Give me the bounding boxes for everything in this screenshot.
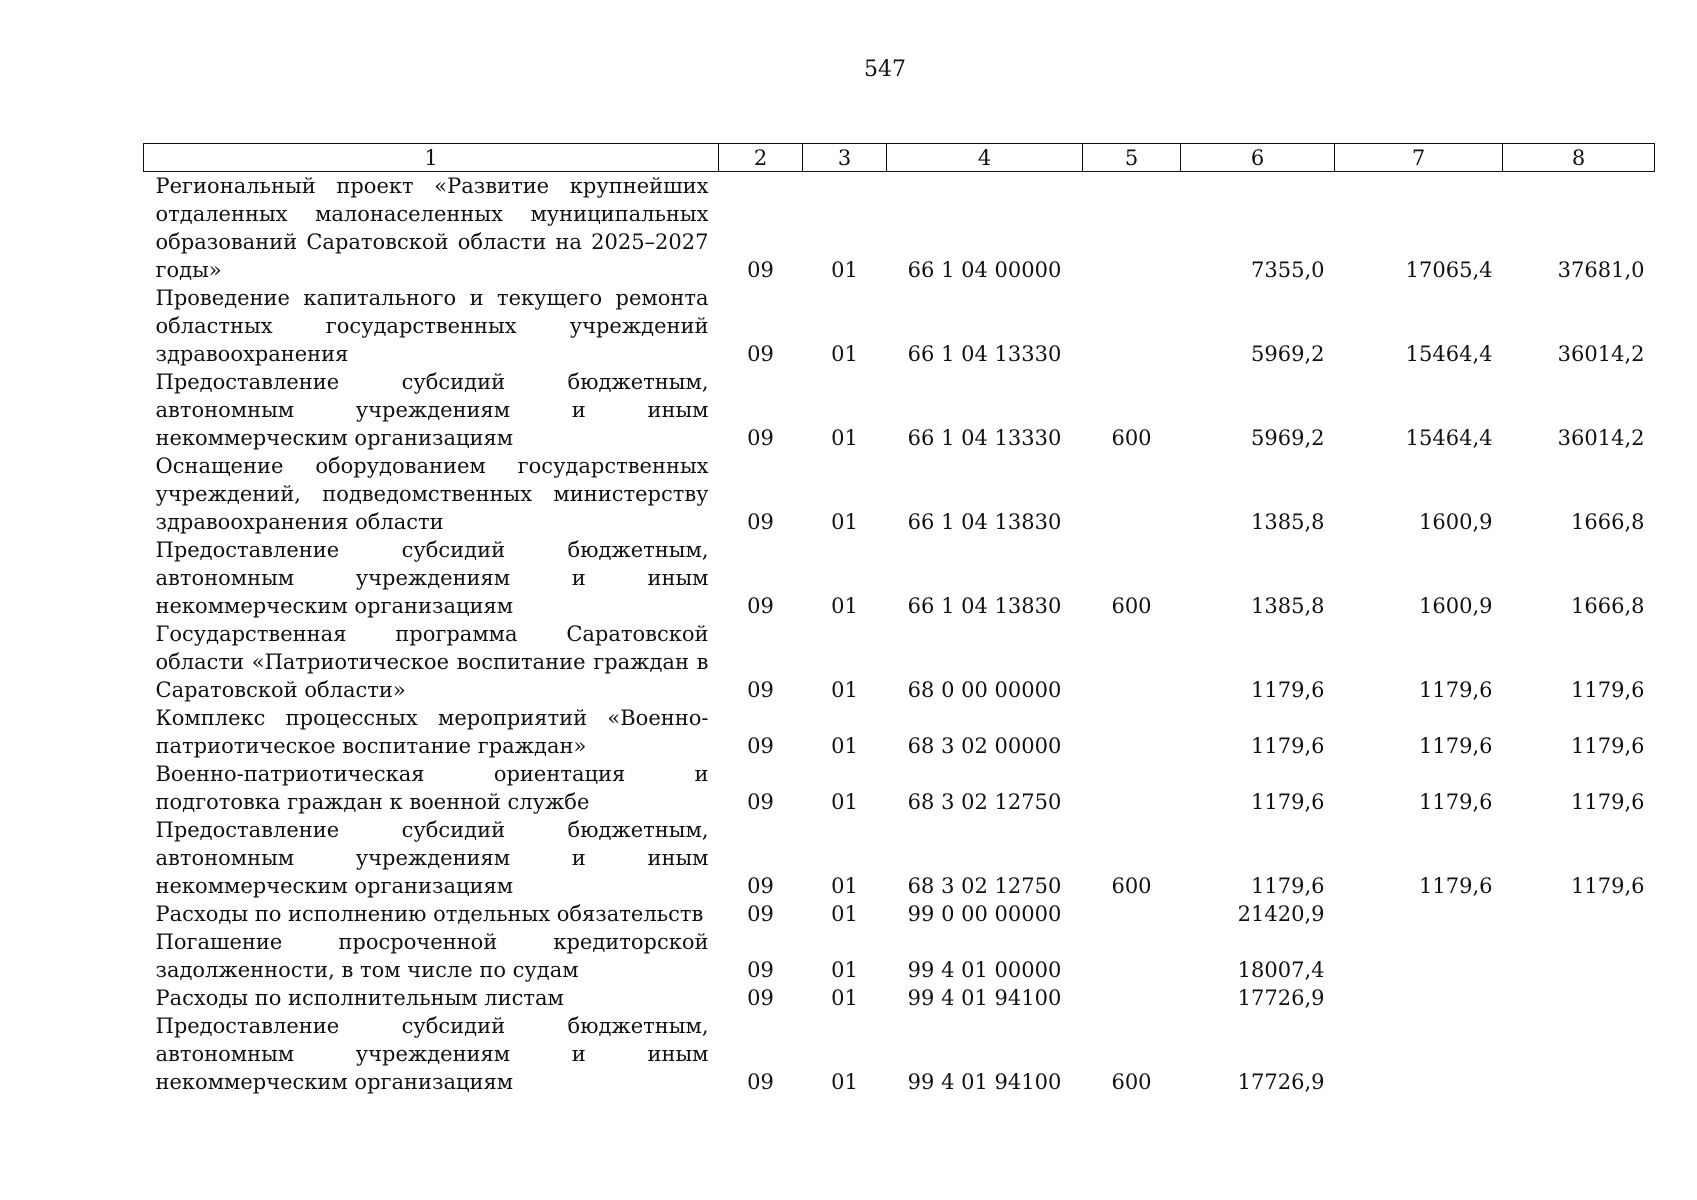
row-col4: 66 1 04 13330 xyxy=(907,426,1062,450)
column-header: 8 xyxy=(1503,144,1655,172)
column-header: 2 xyxy=(719,144,803,172)
column-header: 4 xyxy=(887,144,1083,172)
row-name: Предоставление субсидий бюджетным, автономным учреждениям и иным некоммерческим организациям xyxy=(155,1014,709,1094)
column-header: 3 xyxy=(803,144,887,172)
table-header-row xyxy=(144,144,1655,172)
row-col5 xyxy=(1083,284,1181,368)
table-row xyxy=(144,984,1655,1012)
row-col3: 01 xyxy=(831,258,858,282)
row-col7: 15464,4 xyxy=(1405,342,1493,366)
row-col4: 66 1 04 13830 xyxy=(907,510,1062,534)
row-col6: 5969,2 xyxy=(1251,342,1325,366)
column-header: 1 xyxy=(144,144,719,172)
row-col7: 1179,6 xyxy=(1419,734,1493,758)
row-col7: 17065,4 xyxy=(1405,258,1493,282)
row-col8: 1179,6 xyxy=(1571,678,1645,702)
row-col7 xyxy=(1335,1012,1503,1096)
row-col7: 1600,9 xyxy=(1419,510,1493,534)
row-col5 xyxy=(1083,928,1181,984)
row-col2: 09 xyxy=(747,426,774,450)
row-col2: 09 xyxy=(747,510,774,534)
row-col6: 5969,2 xyxy=(1251,426,1325,450)
row-col8 xyxy=(1503,1012,1655,1096)
row-col7: 1600,9 xyxy=(1419,594,1493,618)
row-col2: 09 xyxy=(747,790,774,814)
row-col4: 66 1 04 13830 xyxy=(907,594,1062,618)
row-col5: 600 xyxy=(1111,1070,1152,1094)
column-header: 5 xyxy=(1083,144,1181,172)
row-col3: 01 xyxy=(831,958,858,982)
row-col2: 09 xyxy=(747,1070,774,1094)
row-name: Военно-патриотическая ориентация и подготовка граждан к военной службе xyxy=(155,762,709,814)
row-col2: 09 xyxy=(747,734,774,758)
row-col4: 99 4 01 94100 xyxy=(907,1070,1062,1094)
row-name: Погашение просроченной кредиторской задолженности, в том числе по судам xyxy=(155,930,709,982)
row-col7 xyxy=(1335,928,1503,984)
row-col5 xyxy=(1083,620,1181,704)
row-col4: 99 4 01 00000 xyxy=(907,958,1062,982)
row-col8 xyxy=(1503,900,1655,928)
row-col8: 1179,6 xyxy=(1571,790,1645,814)
row-col2: 09 xyxy=(747,678,774,702)
row-name: Расходы по исполнению отдельных обязательств xyxy=(155,902,704,926)
table-row xyxy=(144,1012,1655,1096)
column-header: 6 xyxy=(1181,144,1335,172)
row-name: Комплекс процессных мероприятий «Военно-патриотическое воспитание граждан» xyxy=(155,706,709,758)
row-col3: 01 xyxy=(831,986,858,1010)
row-col4: 99 0 00 00000 xyxy=(907,902,1062,926)
row-col5 xyxy=(1083,172,1181,285)
row-col5 xyxy=(1083,900,1181,928)
row-col3: 01 xyxy=(831,1070,858,1094)
row-col8 xyxy=(1503,928,1655,984)
table-row xyxy=(144,536,1655,620)
row-col2: 09 xyxy=(747,874,774,898)
row-col6: 1179,6 xyxy=(1251,734,1325,758)
row-col4: 66 1 04 00000 xyxy=(907,258,1062,282)
row-name: Оснащение оборудованием государственных учреждений, подведомственных министерству здравоохранения области xyxy=(155,454,709,534)
table-row xyxy=(144,900,1655,928)
table-row xyxy=(144,620,1655,704)
row-col6: 18007,4 xyxy=(1237,958,1325,982)
table-row xyxy=(144,452,1655,536)
row-col4: 66 1 04 13330 xyxy=(907,342,1062,366)
row-col7: 1179,6 xyxy=(1419,874,1493,898)
row-col2: 09 xyxy=(747,258,774,282)
row-col5 xyxy=(1083,452,1181,536)
row-col4: 99 4 01 94100 xyxy=(907,986,1062,1010)
row-col7: 1179,6 xyxy=(1419,678,1493,702)
row-col8: 1179,6 xyxy=(1571,874,1645,898)
row-col3: 01 xyxy=(831,874,858,898)
row-col2: 09 xyxy=(747,958,774,982)
row-name: Предоставление субсидий бюджетным, автономным учреждениям и иным некоммерческим организациям xyxy=(155,818,709,898)
row-col3: 01 xyxy=(831,594,858,618)
row-col5: 600 xyxy=(1111,594,1152,618)
row-col3: 01 xyxy=(831,510,858,534)
row-name: Расходы по исполнительным листам xyxy=(155,986,564,1010)
table-row xyxy=(144,172,1655,285)
row-col3: 01 xyxy=(831,902,858,926)
row-col6: 1385,8 xyxy=(1251,510,1325,534)
table-row xyxy=(144,368,1655,452)
row-col7: 15464,4 xyxy=(1405,426,1493,450)
row-col2: 09 xyxy=(747,594,774,618)
row-col3: 01 xyxy=(831,734,858,758)
row-col3: 01 xyxy=(831,342,858,366)
row-col8: 1666,8 xyxy=(1571,594,1645,618)
table-row xyxy=(144,284,1655,368)
table-row xyxy=(144,928,1655,984)
row-col6: 1385,8 xyxy=(1251,594,1325,618)
row-col4: 68 3 02 12750 xyxy=(907,790,1062,814)
row-col6: 17726,9 xyxy=(1237,986,1325,1010)
row-col7 xyxy=(1335,900,1503,928)
row-name: Предоставление субсидий бюджетным, автономным учреждениям и иным некоммерческим организациям xyxy=(155,538,709,618)
row-col7 xyxy=(1335,984,1503,1012)
row-col5 xyxy=(1083,984,1181,1012)
budget-table xyxy=(143,143,1655,1096)
row-col3: 01 xyxy=(831,790,858,814)
row-col8: 1179,6 xyxy=(1571,734,1645,758)
row-col5: 600 xyxy=(1111,874,1152,898)
row-col8: 37681,0 xyxy=(1557,258,1645,282)
row-col7: 1179,6 xyxy=(1419,790,1493,814)
table-row xyxy=(144,704,1655,760)
row-col8 xyxy=(1503,984,1655,1012)
row-col8: 36014,2 xyxy=(1557,426,1645,450)
row-col4: 68 3 02 12750 xyxy=(907,874,1062,898)
row-col6: 17726,9 xyxy=(1237,1070,1325,1094)
row-col4: 68 3 02 00000 xyxy=(907,734,1062,758)
row-col4: 68 0 00 00000 xyxy=(907,678,1062,702)
row-name: Региональный проект «Развитие крупнейших отдаленных малонаселенных муниципальных образований Саратовской области на 2025–2027 годы» xyxy=(155,174,709,282)
row-col8: 1666,8 xyxy=(1571,510,1645,534)
row-col8: 36014,2 xyxy=(1557,342,1645,366)
row-col2: 09 xyxy=(747,986,774,1010)
row-col6: 7355,0 xyxy=(1251,258,1325,282)
row-col6: 1179,6 xyxy=(1251,874,1325,898)
row-name: Предоставление субсидий бюджетным, автономным учреждениям и иным некоммерческим организациям xyxy=(155,370,709,450)
column-header: 7 xyxy=(1335,144,1503,172)
row-col6: 21420,9 xyxy=(1237,902,1325,926)
row-col6: 1179,6 xyxy=(1251,790,1325,814)
row-col6: 1179,6 xyxy=(1251,678,1325,702)
row-col5: 600 xyxy=(1111,426,1152,450)
row-col2: 09 xyxy=(747,342,774,366)
page-number: 547 xyxy=(864,57,906,82)
row-col5 xyxy=(1083,704,1181,760)
table-row xyxy=(144,816,1655,900)
row-col3: 01 xyxy=(831,678,858,702)
row-col3: 01 xyxy=(831,426,858,450)
row-name: Государственная программа Саратовской области «Патриотическое воспитание граждан в Саратовской области» xyxy=(155,622,709,702)
row-col2: 09 xyxy=(747,902,774,926)
table-row xyxy=(144,760,1655,816)
row-name: Проведение капитального и текущего ремонта областных государственных учреждений здравоохранения xyxy=(155,286,709,366)
row-col5 xyxy=(1083,760,1181,816)
